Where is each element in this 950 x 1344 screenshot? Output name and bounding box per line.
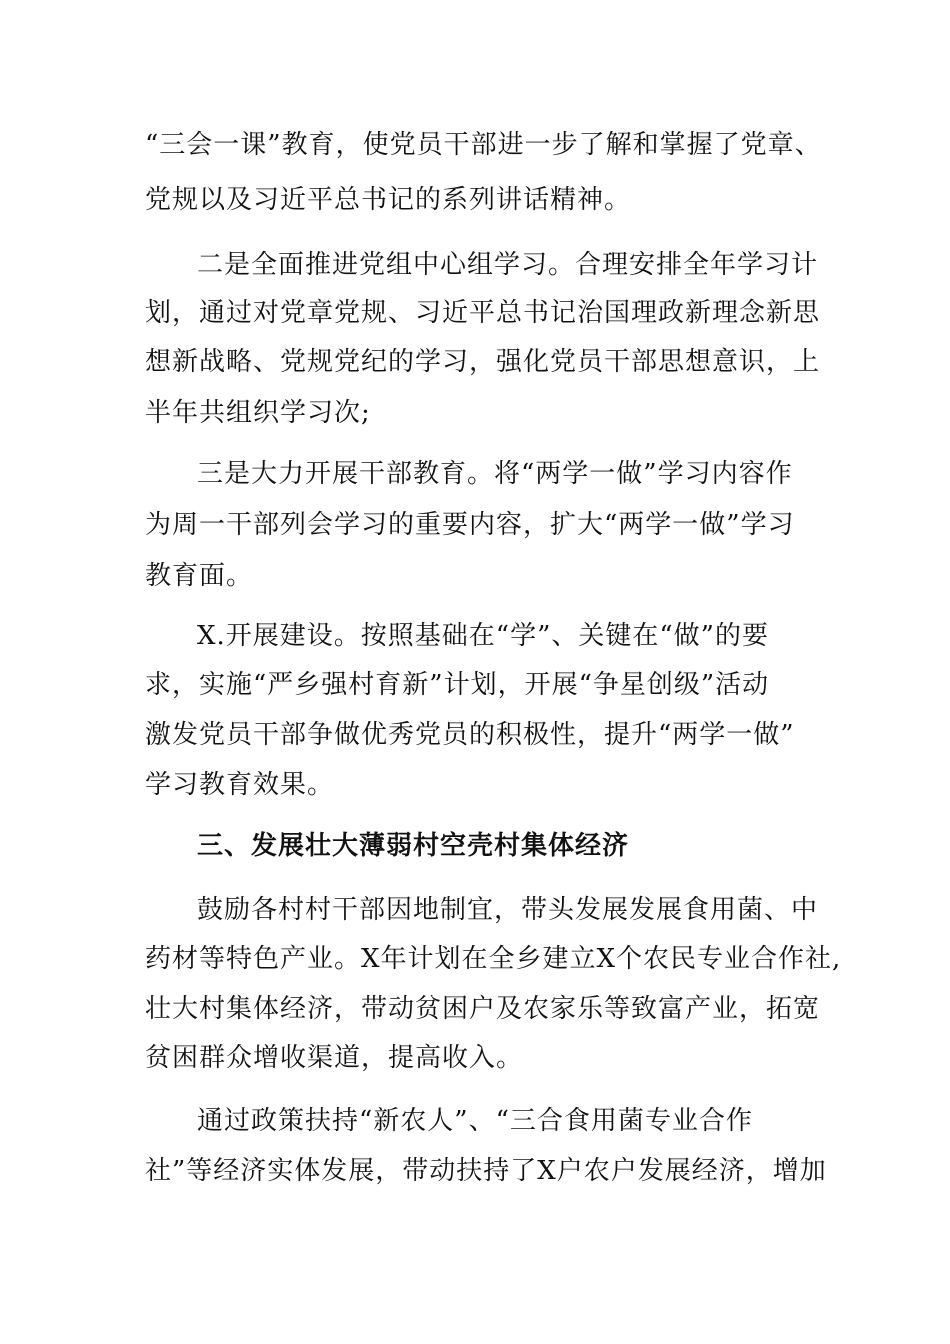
paragraph-line: 药材等特色产业。X年计划在全乡建立X个农民专业合作社, [145,944,842,974]
paragraph-line: 二是全面推进党组中心组学习。合理安排全年学习计 [197,250,819,280]
paragraph-line: 想新战略、党规党纪的学习，强化党员干部思想意识，上 [145,347,821,377]
paragraph-line: 求，实施“严乡强村育新”计划，开展“争星创级”活动 [145,670,770,700]
paragraph-line: 壮大村集体经济，带动贫困户及农家乐等致富产业，拓宽 [145,994,821,1024]
paragraph-line: 社”等经济实体发展，带动扶持了X户农户发展经济，增加 [145,1156,827,1186]
paragraph-line: 划，通过对党章党规、习近平总书记治国理政新理念新思 [145,298,821,328]
paragraph-line: 三是大力开展干部教育。将“两学一做”学习内容作 [197,459,793,489]
paragraph-line: 贫困群众增收渠道，提高收入。 [145,1043,524,1073]
paragraph-line: 半年共组织学习次; [145,398,371,428]
paragraph-line: “三会一课”教育，使党员干部进一步了解和掌握了党章、 [145,130,822,160]
paragraph-line: 激发党员干部争做优秀党员的积极性，提升“两学一做” [145,720,795,750]
paragraph-line: 为周一干部列会学习的重要内容，扩大“两学一做”学习 [145,510,795,540]
paragraph-line: 鼓励各村村干部因地制宜，带头发展发展食用菌、中 [197,895,819,925]
section-heading: 三、发展壮大薄弱村空壳村集体经济 [197,831,630,861]
paragraph-line: 学习教育效果。 [145,770,335,800]
paragraph-line: X.开展建设。按照基础在“学”、关键在“做”的要 [197,621,769,651]
paragraph-line: 党规以及习近平总书记的系列讲话精神。 [145,185,632,215]
paragraph-line: 教育面。 [145,561,254,591]
paragraph-line: 通过政策扶持“新农人”、“三合食用菌专业合作 [197,1106,753,1136]
